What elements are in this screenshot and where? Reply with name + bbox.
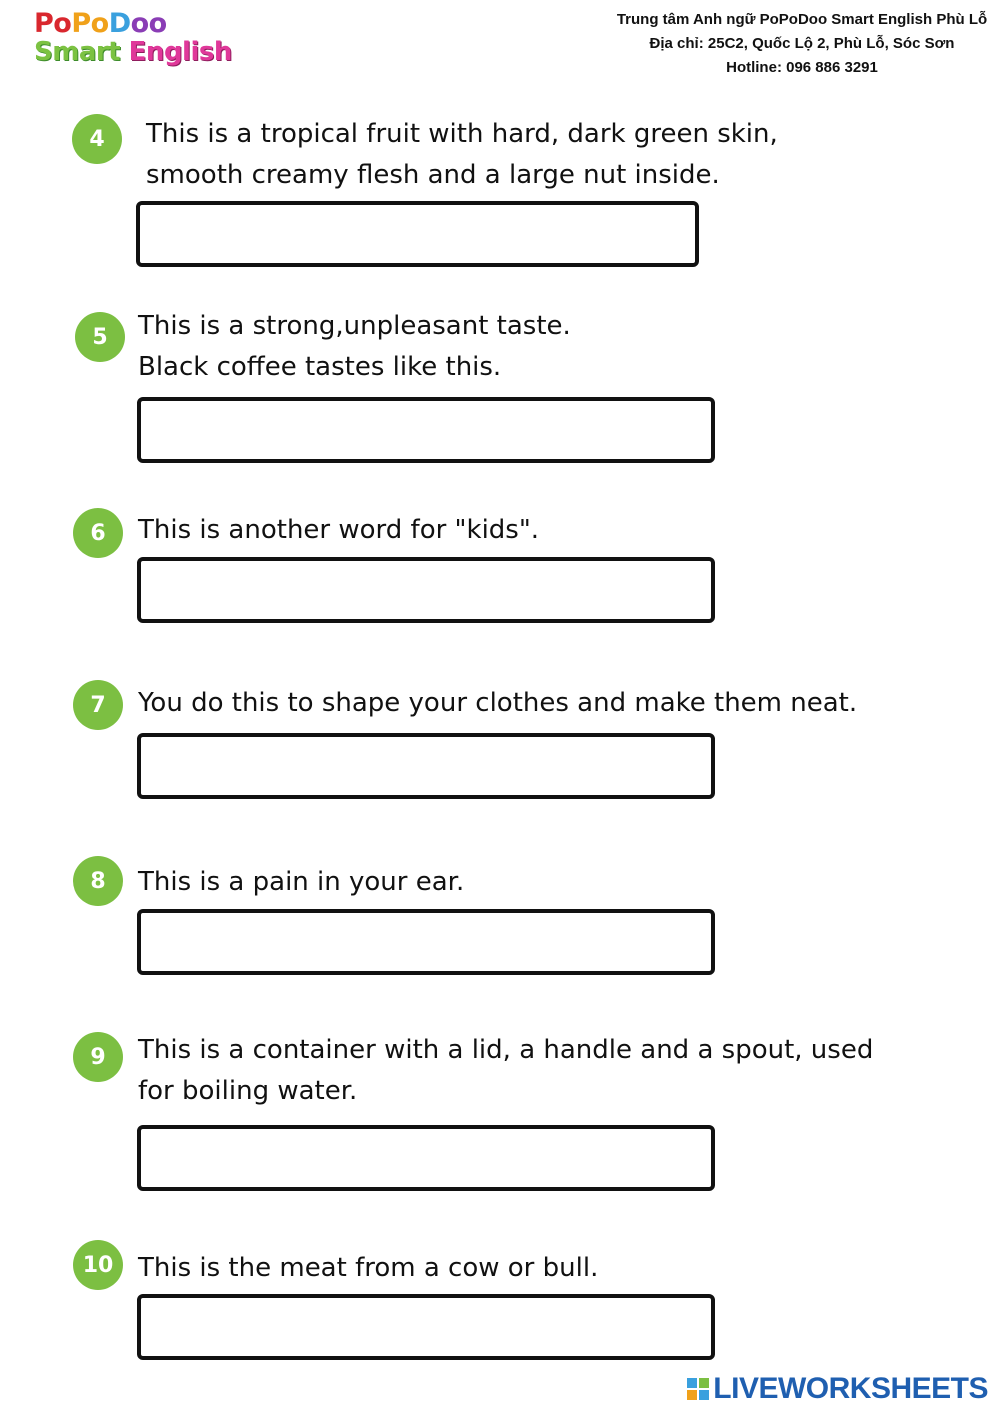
- answer-input[interactable]: [136, 201, 699, 267]
- question-text-line1: This is a strong,unpleasant taste.: [138, 311, 571, 341]
- question-text-line1: This is a pain in your ear.: [138, 867, 465, 897]
- answer-input[interactable]: [137, 909, 715, 975]
- question-number-badge: 7: [73, 680, 123, 730]
- question-number-badge: 6: [73, 508, 123, 558]
- logo-part-oo: oo: [130, 8, 167, 39]
- answer-input[interactable]: [137, 557, 715, 623]
- question-text-line1: This is another word for "kids".: [138, 515, 540, 545]
- question-number-badge: 9: [73, 1032, 123, 1082]
- question-text-line1: This is a tropical fruit with hard, dark green skin,: [146, 119, 778, 149]
- liveworksheets-wordmark: LIVEWORKSHEETS: [713, 1372, 988, 1405]
- center-address: Địa chỉ: 25C2, Quốc Lộ 2, Phù Lỗ, Sóc Sơn: [649, 35, 955, 52]
- popodoo-logo: [34, 10, 234, 66]
- center-name: Trung tâm Anh ngữ PoPoDoo Smart English Phù Lỗ: [616, 11, 988, 28]
- answer-input[interactable]: [137, 1125, 715, 1191]
- question-text-line1: This is a container with a lid, a handle and a spout, used: [138, 1035, 874, 1065]
- liveworksheets-brand: [687, 1372, 988, 1406]
- question-number-badge: 8: [73, 856, 123, 906]
- question-number-badge: 4: [72, 114, 122, 164]
- logo-line-smart-english: [34, 38, 234, 66]
- logo-part-d: D: [108, 8, 131, 39]
- answer-input[interactable]: [137, 1294, 715, 1360]
- logo-part-smart: Smart: [34, 37, 129, 67]
- answer-input[interactable]: [137, 733, 715, 799]
- question-text-line2: smooth creamy flesh and a large nut inside.: [146, 160, 720, 190]
- header-contact-info: [612, 8, 992, 80]
- logo-part-po1: Po: [34, 8, 72, 39]
- logo-part-po2: Po: [71, 8, 109, 39]
- question-number-badge: 10: [73, 1240, 123, 1290]
- center-hotline: Hotline: 096 886 3291: [726, 59, 878, 76]
- logo-part-english: English: [128, 37, 232, 67]
- liveworksheets-logo-icon: [687, 1378, 709, 1400]
- question-text-line1: You do this to shape your clothes and make them neat.: [138, 688, 858, 718]
- logo-line-popodoo: [34, 10, 234, 38]
- question-text-line2: for boiling water.: [138, 1076, 358, 1106]
- question-number-badge: 5: [75, 312, 125, 362]
- question-text-line1: This is the meat from a cow or bull.: [138, 1253, 599, 1283]
- answer-input[interactable]: [137, 397, 715, 463]
- question-text-line2: Black coffee tastes like this.: [138, 352, 502, 382]
